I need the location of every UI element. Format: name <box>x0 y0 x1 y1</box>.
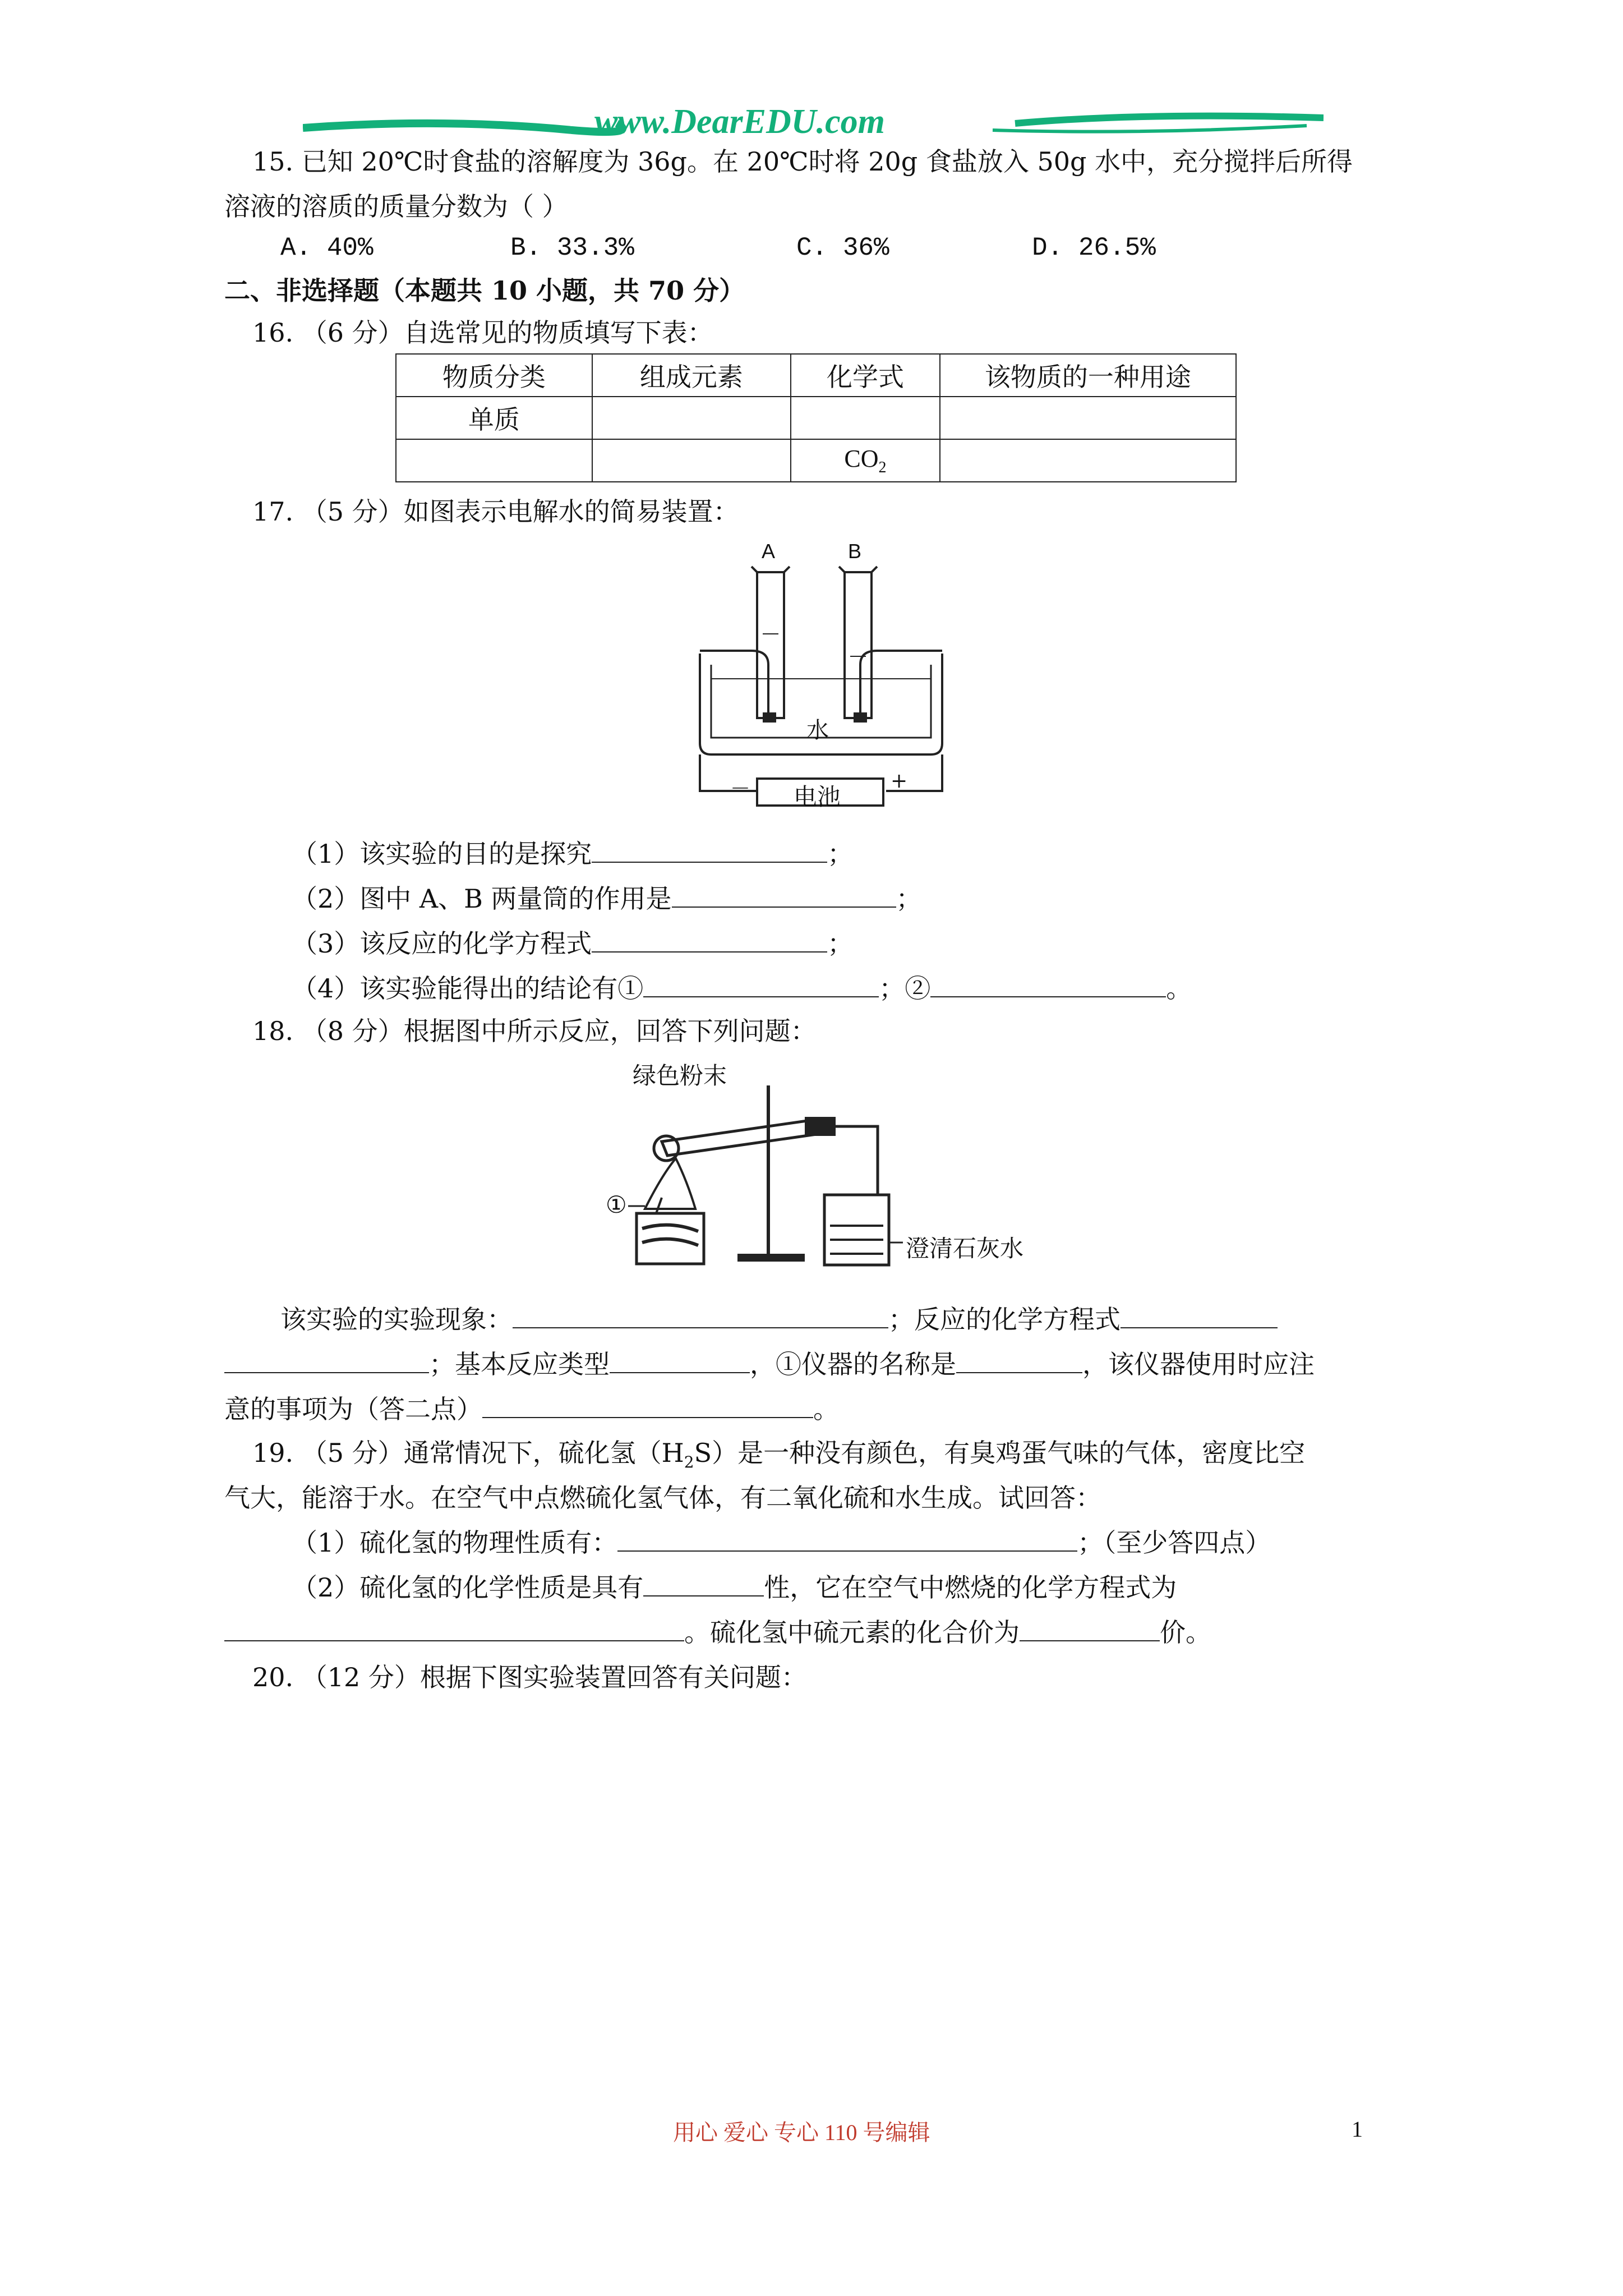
battery-plus-label: + <box>891 770 908 793</box>
q18-text: 该实验的实验现象： <box>280 1304 513 1335</box>
table-cell-blank[interactable] <box>791 397 940 439</box>
q18-text: ，该仪器使用时应注 <box>1082 1349 1315 1379</box>
q16-stem: 16. （6 分）自选常见的物质填写下表： <box>252 318 713 348</box>
answer-blank[interactable] <box>513 1303 888 1328</box>
q18-line2 <box>224 1347 1315 1381</box>
table-header: 组成元素 <box>592 354 791 397</box>
q16-table <box>395 353 1237 482</box>
q19-text: 。硫化氢中硫元素的化合价为 <box>684 1617 1020 1648</box>
answer-blank[interactable] <box>592 927 827 953</box>
tube-label-b: B <box>848 540 862 563</box>
q19-line1 <box>252 1436 1305 1479</box>
reaction-figure <box>606 1063 1043 1287</box>
q17-part3-text: （3）该反应的化学方程式 <box>292 928 592 959</box>
tube-label-a: A <box>762 540 776 563</box>
answer-blank[interactable] <box>482 1392 813 1418</box>
site-logo-text: www.DearEDU.com <box>594 103 885 141</box>
q18-line1 <box>280 1303 1278 1336</box>
q15-line2: 溶液的溶质的质量分数为（ ） <box>224 191 568 222</box>
q18-text: ；基本反应类型 <box>429 1349 610 1379</box>
answer-blank[interactable] <box>1020 1616 1160 1641</box>
q19-line2: 气大，能溶于水。在空气中点燃硫化氢气体，有二氧化硫和水生成。试回答： <box>224 1483 1101 1513</box>
powder-label: 绿色粉末 <box>633 1062 727 1089</box>
water-label: 水 <box>806 717 829 743</box>
answer-blank[interactable] <box>617 1526 1077 1552</box>
table-cell-blank[interactable] <box>940 439 1236 482</box>
table-cell-blank[interactable] <box>396 439 592 482</box>
table-cell-blank[interactable] <box>592 397 791 439</box>
q17-part2 <box>292 882 922 915</box>
formula-subscript: 2 <box>878 458 887 476</box>
q18-text: 。 <box>813 1394 839 1424</box>
answer-blank[interactable] <box>956 1347 1082 1373</box>
answer-blank[interactable] <box>643 972 879 997</box>
table-row <box>396 439 1236 482</box>
punct: ； <box>896 884 922 914</box>
table-header-row <box>396 354 1236 397</box>
table-cell-blank[interactable] <box>940 397 1236 439</box>
answer-blank[interactable] <box>610 1347 750 1373</box>
punct: ； <box>827 928 854 959</box>
section-title: 二、非选择题（本题共 10 小题，共 70 分） <box>224 275 745 306</box>
answer-blank[interactable] <box>1121 1303 1278 1328</box>
q15-option-b: B. 33.3% <box>510 233 634 263</box>
q19-part1 <box>292 1526 1271 1559</box>
table-header: 化学式 <box>791 354 940 397</box>
q17-part1 <box>292 837 853 871</box>
q18-text: 意的事项为（答二点） <box>224 1394 482 1424</box>
q20-stem: 20. （12 分）根据下图实验装置回答有关问题： <box>252 1662 807 1692</box>
punct: 。 <box>1166 973 1192 1004</box>
q17-part1-text: （1）该实验的目的是探究 <box>292 839 592 869</box>
q19-part2 <box>292 1571 1177 1604</box>
page-number: 1 <box>1352 2116 1363 2142</box>
q15-line1: 15. 已知 20℃时食盐的溶解度为 36g。在 20℃时将 20g 食盐放入 50g 水中，充分搅拌后所得 <box>252 146 1353 177</box>
formula-text: CO <box>844 445 879 473</box>
electrolysis-figure <box>679 540 965 819</box>
q18-text: ，①仪器的名称是 <box>750 1349 956 1379</box>
battery-minus-label: － <box>730 777 751 800</box>
answer-blank[interactable] <box>643 1571 764 1596</box>
q18-stem: 18. （8 分）根据图中所示反应，回答下列问题： <box>252 1016 817 1046</box>
q19-text: 性，它在空气中燃烧的化学方程式为 <box>764 1572 1177 1603</box>
footer-text: 用心 爱心 专心 110 号编辑 <box>673 2120 930 2145</box>
q17-part4 <box>292 972 1192 1005</box>
answer-blank[interactable] <box>672 882 896 908</box>
electrolysis-apparatus-icon <box>679 544 965 819</box>
answer-blank[interactable] <box>224 1616 684 1641</box>
limewater-label: 澄清石灰水 <box>906 1235 1024 1262</box>
q17-part4-text: （4）该实验能得出的结论有① <box>292 973 644 1004</box>
q17-stem: 17. （5 分）如图表示电解水的简易装置： <box>252 496 739 527</box>
q18-line3 <box>224 1392 839 1426</box>
table-header: 物质分类 <box>396 354 592 397</box>
table-cell-formula <box>791 439 940 482</box>
q15-option-c: C. 36% <box>796 233 889 263</box>
q19-text: ；（至少答四点） <box>1077 1527 1271 1558</box>
table-row <box>396 397 1236 439</box>
q19-text: 19. （5 分）通常情况下，硫化氢（H <box>252 1438 684 1468</box>
q19-subscript: 2 <box>684 1453 694 1472</box>
q17-part4-text2: ；② <box>879 973 931 1004</box>
header-banner <box>303 101 1324 146</box>
q19-line5 <box>224 1616 1211 1649</box>
punct: ； <box>827 839 854 869</box>
battery-label: 电池 <box>794 783 841 811</box>
q19-text: 价。 <box>1160 1617 1211 1648</box>
q19-text: （1）硫化氢的物理性质有： <box>292 1527 618 1558</box>
answer-blank[interactable] <box>224 1347 429 1373</box>
answer-blank[interactable] <box>592 837 827 863</box>
answer-blank[interactable] <box>930 972 1166 997</box>
q19-text: S）是一种没有颜色，有臭鸡蛋气味的气体，密度比空 <box>694 1438 1306 1468</box>
table-cell: 单质 <box>396 397 592 439</box>
instrument-marker: ① <box>606 1191 627 1218</box>
q15-option-a: A. 40% <box>280 233 374 263</box>
q19-text: （2）硫化氢的化学性质是具有 <box>292 1572 644 1603</box>
table-header: 该物质的一种用途 <box>940 354 1236 397</box>
q17-part3 <box>292 927 853 960</box>
q17-part2-text: （2）图中 A、B 两量筒的作用是 <box>292 884 672 914</box>
table-cell-blank[interactable] <box>592 439 791 482</box>
q15-option-d: D. 26.5% <box>1032 233 1156 263</box>
q18-text: ；反应的化学方程式 <box>888 1304 1121 1335</box>
